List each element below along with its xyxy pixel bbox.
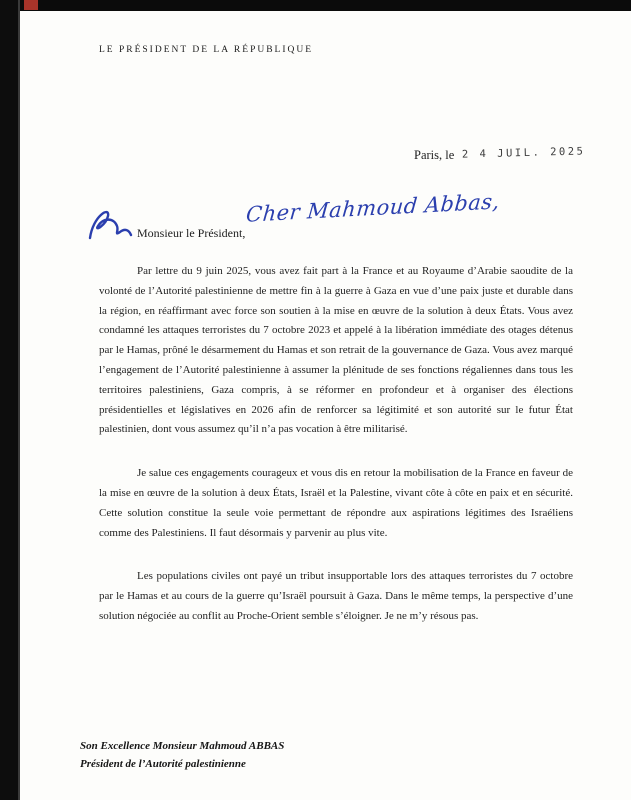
paragraph-3: Les populations civiles ont payé un tribut insupportable lors des attaques terroristes du 7 octobre par le Hamas et au cours de la guerre qu’Israël poursuit à Gaza. Dans le même temps, la perspective d’une solution négociée au conflit au Proche-Orient semble s’éloigner. Je ne m’y résous pas. — [99, 570, 573, 622]
handwritten-cher-mark — [84, 204, 136, 248]
paragraph-1: Par lettre du 9 juin 2025, vous avez fait part à la France et au Royaume d’Arabie saoudite de la volonté de l’Autorité palestinienne de mettre fin à la guerre à Gaza en vue d’une paix juste et durable dans la région, en réaffirmant avec force son soutien à la mise en œuvre de la solution à deux États. Vous avez condamné les attaques terroristes du 7 octobre 2023 et appelé à la libération immédiate des otages détenus par le Hamas, prôné le désarmement du Hamas et son retrait de la gouvernance de Gaza. Vous avez marqué l’engagement de l’Autorité palestinienne à assumer la plénitude de ses fonctions régaliennes dans tous les territoires palestiniens, Gaza compris, à se réformer en profondeur et à organiser des élections présidentielles et législatives en 2026 afin de renforcer sa légitimité et son autorité sur le futur État palestinien, dont vous assumez qu’il n’a pas vocation à être militarisé. — [99, 265, 573, 436]
scan-edge-left — [0, 0, 18, 800]
letterhead-title: LE PRÉSIDENT DE LA RÉPUBLIQUE — [99, 45, 314, 55]
date-stamp: 2 4 JUIL. 2025 — [462, 145, 586, 161]
recipient-name: Son Excellence Monsieur Mahmoud ABBAS — [80, 740, 285, 752]
place-line: Paris, le — [414, 148, 455, 162]
scan-edge-top — [0, 0, 631, 11]
recipient-block — [80, 737, 284, 773]
letter-body — [99, 262, 573, 651]
scan-corner-red-mark — [24, 0, 38, 10]
handwritten-name-annotation: Cher Mahmoud Abbas, — [245, 189, 501, 227]
salutation: Monsieur le Président, — [137, 226, 246, 240]
paragraph-2: Je salue ces engagements courageux et vous dis en retour la mobilisation de la France en faveur de la mise en œuvre de la solution à deux États, Israël et la Palestine, vivant côte à côte en paix et en sécurité. Cette solution constitue la seule voie permettant de répondre aux aspirations légitimes des Israéliens comme des Palestiniens. Il faut désormais y parvenir au plus vite. — [99, 467, 573, 539]
date-row — [414, 145, 586, 163]
recipient-title: Président de l’Autorité palestinienne — [80, 758, 246, 771]
